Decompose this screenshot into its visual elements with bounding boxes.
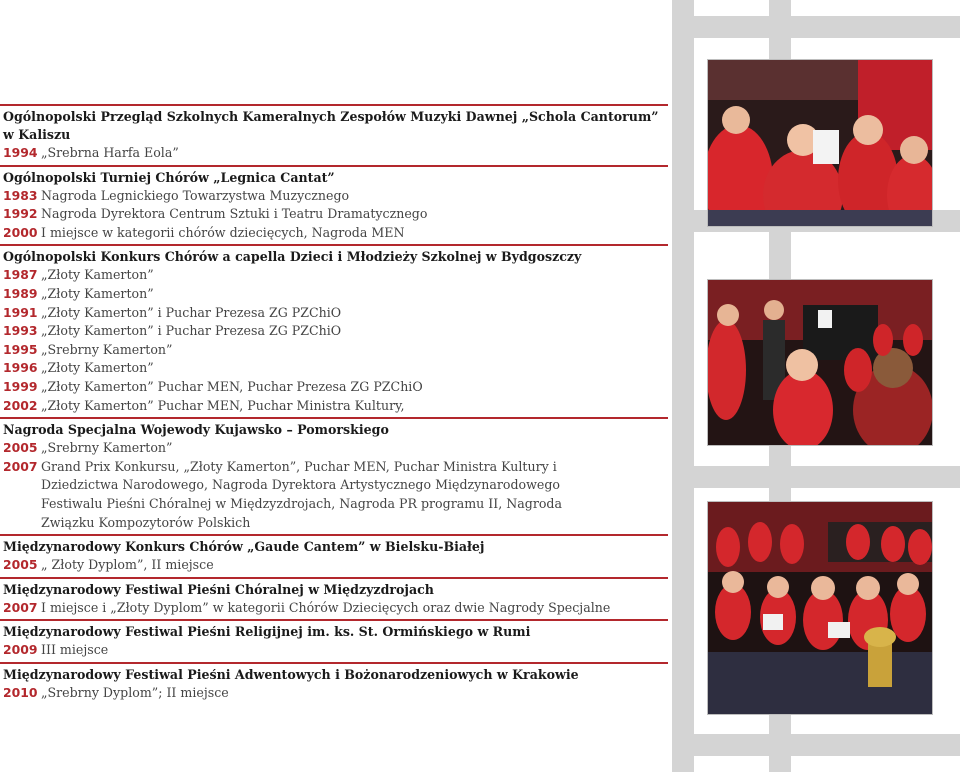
award-year: 2007 (3, 599, 38, 615)
award-year: 1987 (3, 267, 38, 283)
award-text: Nagroda Dyrektora Centrum Sztuki i Teatru Dramatycznego (41, 206, 428, 222)
award-year: 1996 (3, 360, 38, 376)
award-text: I miejsce i „Złoty Dyplom” w kategorii Chórów Dziecięcych oraz dwie Nagrody Specjalne (41, 599, 611, 615)
award-entry (3, 439, 668, 458)
choir-photo-3 (708, 502, 932, 714)
award-section (0, 577, 668, 618)
award-year: 2009 (3, 642, 38, 658)
award-entry (3, 599, 668, 618)
award-entry (3, 378, 668, 397)
award-text: III miejsce (41, 642, 109, 658)
award-entry (3, 187, 668, 206)
award-entry (3, 205, 668, 224)
award-section (0, 662, 668, 703)
award-entry (3, 458, 668, 532)
award-section (0, 104, 668, 163)
section-title: Ogólnopolski Przegląd Szkolnych Kameralnych Zespołów Muzyki Dawnej „Schola Cantorum” w Kaliszu (3, 109, 659, 142)
award-entry (3, 359, 668, 378)
award-year: 2010 (3, 684, 38, 700)
award-text: „Złoty Kamerton” (41, 267, 154, 283)
award-text: „Srebrny Kamerton” (41, 341, 173, 357)
award-year: 1999 (3, 378, 38, 394)
section-title: Międzynarodowy Festiwal Pieśni Religijnej im. ks. St. Ormińskiego w Rumi (3, 624, 531, 640)
award-text: „Złoty Kamerton” (41, 285, 154, 301)
award-entry (3, 224, 668, 243)
award-text: „Złoty Kamerton” i Puchar Prezesa ZG PZChiO (41, 323, 342, 339)
award-section (0, 244, 668, 415)
award-text: „Złoty Kamerton” (41, 360, 154, 376)
awards-list (0, 104, 668, 704)
section-title: Międzynarodowy Festiwal Pieśni Chóralnej w Międzyzdrojach (3, 581, 434, 597)
award-year: 1992 (3, 206, 38, 222)
choir-photo-1 (708, 60, 932, 226)
award-text: Nagroda Legnickiego Towarzystwa Muzycznego (41, 187, 350, 203)
section-title: Nagroda Specjalna Wojewody Kujawsko – Pomorskiego (3, 422, 389, 438)
award-year: 1993 (3, 323, 38, 339)
award-year: 2000 (3, 224, 38, 240)
award-year: 2002 (3, 397, 38, 413)
award-year: 2005 (3, 557, 38, 573)
award-text: „Srebrna Harfa Eola” (41, 145, 179, 160)
award-year: 1989 (3, 285, 38, 301)
section-title: Międzynarodowy Festiwal Pieśni Adwentowych i Bożonarodzeniowych w Krakowie (3, 666, 579, 682)
award-entry (3, 144, 668, 163)
award-year: 1994 (3, 145, 38, 160)
award-text: „ Złoty Dyplom”, II miejsce (41, 557, 214, 573)
award-entry (3, 397, 668, 416)
section-title: Ogólnopolski Konkurs Chórów a capella Dzieci i Młodzieży Szkolnej w Bydgoszczy (3, 249, 582, 265)
award-year: 2005 (3, 440, 38, 456)
award-entry (3, 556, 668, 575)
award-year: 1991 (3, 304, 38, 320)
award-entry (3, 285, 668, 304)
award-entry (3, 304, 668, 323)
award-section (0, 165, 668, 243)
award-year: 1983 (3, 187, 38, 203)
section-title: Ogólnopolski Turniej Chórów „Legnica Cantat” (3, 169, 335, 185)
award-entry (3, 322, 668, 341)
choir-photo-2 (708, 280, 932, 445)
award-entry (3, 341, 668, 360)
award-text: I miejsce w kategorii chórów dziecięcych, Nagroda MEN (41, 224, 405, 240)
award-section (0, 619, 668, 660)
award-year: 1995 (3, 341, 38, 357)
award-year: 2007 (3, 458, 38, 474)
award-section (0, 417, 668, 532)
award-text: „Złoty Kamerton” Puchar MEN, Puchar Prezesa ZG PZChiO (41, 378, 423, 394)
award-text: „Srebrny Kamerton” (41, 440, 173, 456)
award-entry (3, 641, 668, 660)
section-title: Międzynarodowy Konkurs Chórów „Gaude Cantem” w Bielsku-Białej (3, 539, 485, 555)
award-text: „Złoty Kamerton” Puchar MEN, Puchar Ministra Kultury, (41, 397, 405, 413)
award-text: Grand Prix Konkursu, „Złoty Kamerton”, Puchar MEN, Puchar Ministra Kultury i Dziedzictwa Narodowego, Nagroda Dyrektora Artystycznego Międzynarodowego Festiwalu Pieśni Chóralnej w Międzyzdrojach, Nagroda PR programu II, Nagroda Związku Kompozytorów Polskich (41, 458, 563, 530)
award-text: „Złoty Kamerton” i Puchar Prezesa ZG PZChiO (41, 304, 342, 320)
award-text: „Srebrny Dyplom”; II miejsce (41, 684, 229, 700)
award-entry (3, 266, 668, 285)
award-entry (3, 684, 668, 703)
award-section (0, 534, 668, 575)
